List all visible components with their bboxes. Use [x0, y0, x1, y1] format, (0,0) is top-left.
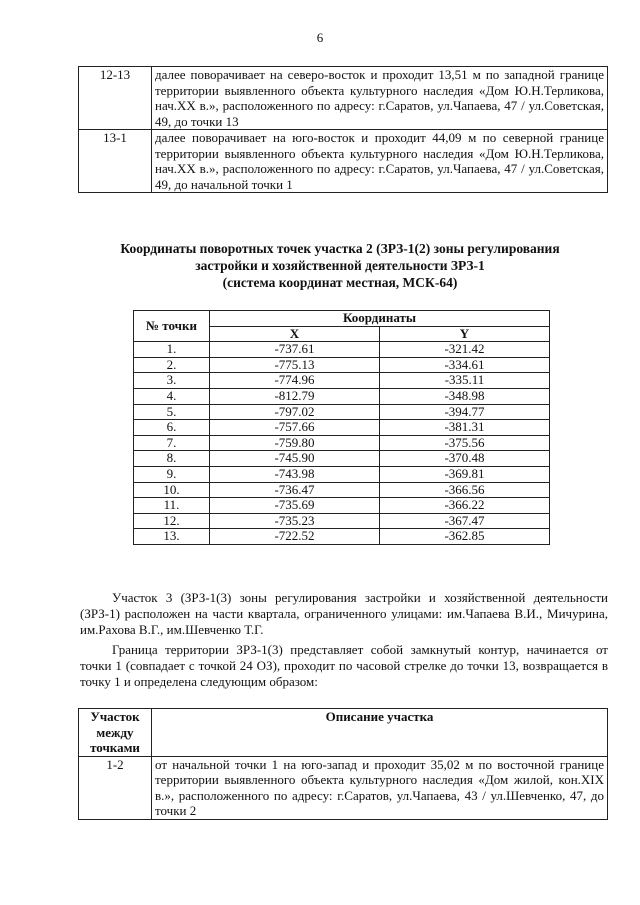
table-row [134, 482, 550, 498]
table-row [134, 466, 550, 482]
coord-x: -735.69 [210, 498, 380, 514]
coord-y: -370.48 [380, 451, 550, 467]
segment-id: 13-1 [79, 130, 152, 193]
coord-x: -797.02 [210, 404, 380, 420]
coord-x: -735.23 [210, 513, 380, 529]
paragraph-boundary: Граница территории ЗРЗ-1(3) представляет собой замкнутый контур, начинается от точки 1 (совпадает с точкой 24 ОЗ), проходит по часовой стрелке до точки 13, возвращается в точку 1 и определена следующим образом: [80, 642, 608, 689]
table-row [79, 756, 608, 819]
segment-id: 12-13 [79, 67, 152, 130]
table-row [134, 529, 550, 545]
table-row [134, 404, 550, 420]
table-row [134, 513, 550, 529]
point-number: 10. [134, 482, 210, 498]
table-row [134, 420, 550, 436]
point-number: 1. [134, 342, 210, 358]
page-number: 6 [316, 30, 324, 45]
coord-x: -743.98 [210, 466, 380, 482]
point-number: 12. [134, 513, 210, 529]
heading-line: (система координат местная, МСК-64) [222, 275, 458, 290]
coordinates-table [133, 310, 550, 545]
coord-x: -737.61 [210, 342, 380, 358]
table-row [134, 373, 550, 389]
table-header-row [134, 311, 550, 327]
point-number: 9. [134, 466, 210, 482]
column-header-coordinates: Координаты [210, 311, 550, 327]
coord-y: -375.56 [380, 435, 550, 451]
point-number: 5. [134, 404, 210, 420]
point-number: 8. [134, 451, 210, 467]
coord-x: -775.13 [210, 357, 380, 373]
point-number: 4. [134, 388, 210, 404]
column-header-segment: Участок между точками [79, 709, 152, 757]
column-header-point: № точки [134, 311, 210, 342]
coord-y: -334.61 [380, 357, 550, 373]
coord-x: -757.66 [210, 420, 380, 436]
coord-x: -736.47 [210, 482, 380, 498]
point-number: 2. [134, 357, 210, 373]
coord-y: -366.56 [380, 482, 550, 498]
coord-y: -394.77 [380, 404, 550, 420]
coord-y: -348.98 [380, 388, 550, 404]
heading-line: Координаты поворотных точек участка 2 (ЗРЗ-1(2) зоны регулирования [120, 241, 560, 256]
paragraph-section-3: Участок 3 (ЗРЗ-1(3) зоны регулирования застройки и хозяйственной деятельности (ЗРЗ-1) расположен на части квартала, ограниченного улицами: им.Чапаева В.И., Мичурина, им.Рахова В.Г., им.Шевченко Т.Г. [80, 590, 608, 637]
point-number: 7. [134, 435, 210, 451]
section-heading [60, 240, 620, 291]
coord-y: -362.85 [380, 529, 550, 545]
segment-id: 1-2 [79, 756, 152, 819]
coord-x: -759.80 [210, 435, 380, 451]
table-header-row [79, 709, 608, 757]
point-number: 3. [134, 373, 210, 389]
column-header-y: Y [380, 326, 550, 342]
coord-y: -369.81 [380, 466, 550, 482]
point-number: 11. [134, 498, 210, 514]
point-number: 13. [134, 529, 210, 545]
heading-line: застройки и хозяйственной деятельности ЗРЗ-1 [195, 258, 485, 273]
segment-description: далее поворачивает на северо-восток и проходит 13,51 м по западной границе территории выявленного объекта культурного наследия «Дом Ю.Н.Терликова, нач.XX в.», расположенного по адресу: г.Саратов, ул.Чапаева, 47 / ул.Советская, 49, до точки 13 [152, 67, 608, 130]
coord-x: -722.52 [210, 529, 380, 545]
coord-y: -335.11 [380, 373, 550, 389]
segment-description: далее поворачивает на юго-восток и проходит 44,09 м по северной границе территории выявленного объекта культурного наследия «Дом Ю.Н.Терликова, нач.XX в.», расположенного по адресу: г.Саратов, ул.Чапаева, 47 / ул.Советская, 49, до начальной точки 1 [152, 130, 608, 193]
table-row [134, 357, 550, 373]
coord-x: -745.90 [210, 451, 380, 467]
segments-table-top [78, 66, 608, 193]
table-row [79, 67, 608, 130]
coord-x: -812.79 [210, 388, 380, 404]
point-number: 6. [134, 420, 210, 436]
coord-y: -321.42 [380, 342, 550, 358]
column-header-description: Описание участка [152, 709, 608, 757]
coord-x: -774.96 [210, 373, 380, 389]
table-row [79, 130, 608, 193]
coord-y: -367.47 [380, 513, 550, 529]
table-row [134, 498, 550, 514]
coord-y: -366.22 [380, 498, 550, 514]
description-table [78, 708, 608, 820]
column-header-x: X [210, 326, 380, 342]
coord-y: -381.31 [380, 420, 550, 436]
table-row [134, 435, 550, 451]
table-row [134, 388, 550, 404]
table-row [134, 451, 550, 467]
table-row [134, 342, 550, 358]
segment-description: от начальной точки 1 на юго-запад и проходит 35,02 м по восточной границе территории выявленного объекта культурного наследия «Дом жилой, кон.XIX в.», расположенного по адресу: г.Саратов, ул.Чапаева, 43 / ул.Шевченко, 47, до точки 2 [152, 756, 608, 819]
